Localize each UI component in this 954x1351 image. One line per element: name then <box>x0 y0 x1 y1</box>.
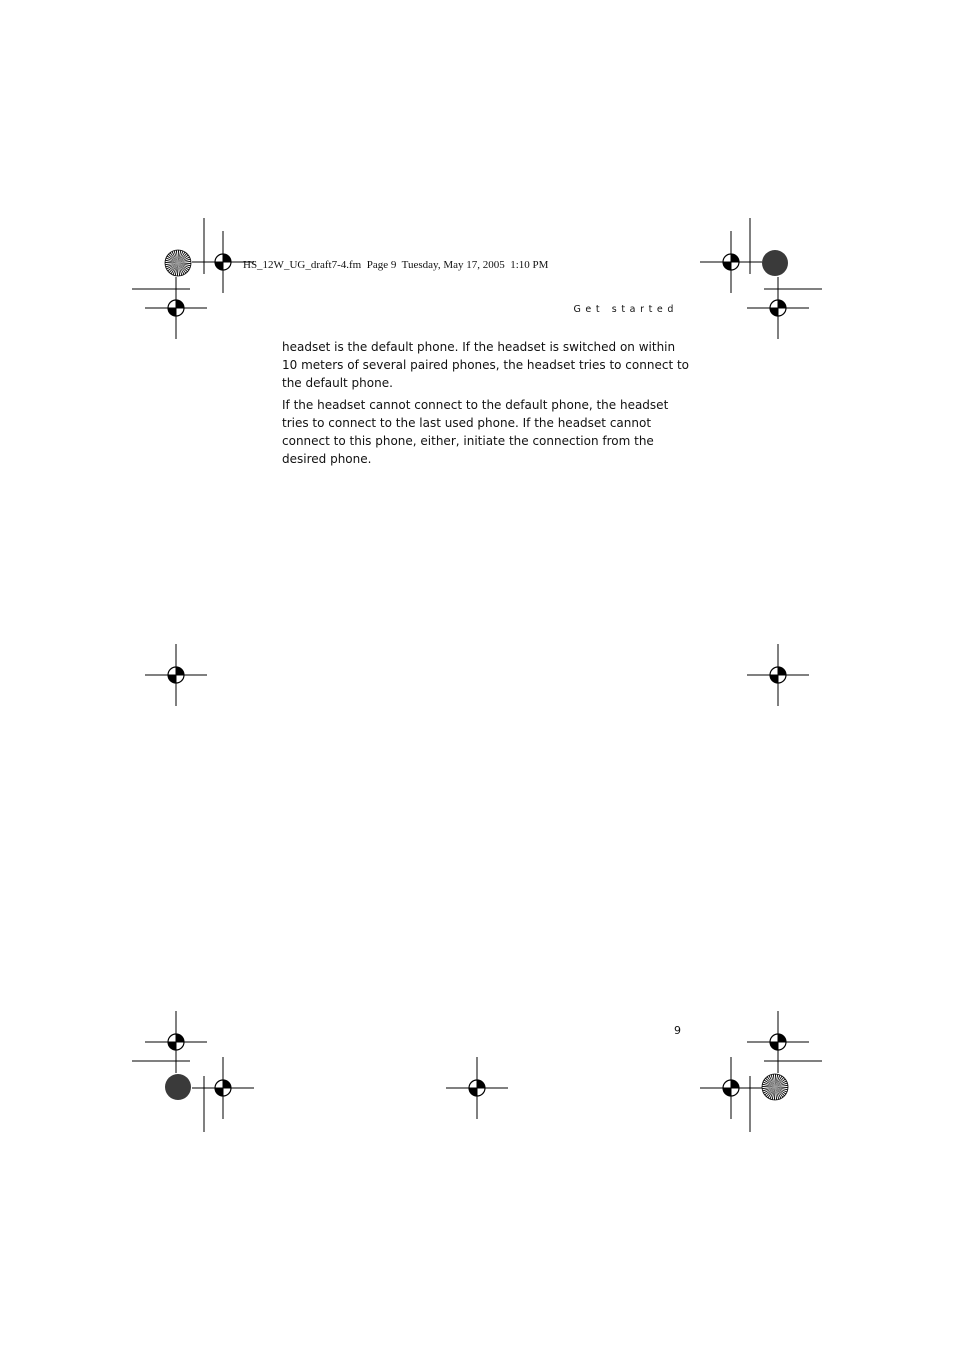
slug-line: HS_12W_UG_draft7-4.fm Page 9 Tuesday, May 17, 2005 1:10 PM <box>243 259 549 271</box>
registration-target-icon <box>446 1057 508 1119</box>
paragraph: headset is the default phone. If the headset is switched on within 10 meters of several paired phones, the headset tries to connect to the default phone. <box>282 340 690 390</box>
star-target-icon <box>165 250 191 276</box>
gray-patch-icon <box>762 250 788 276</box>
registration-target-icon <box>700 1057 762 1119</box>
paragraph: If the headset cannot connect to the default phone, the headset tries to connect to the last used phone. If the headset cannot connect to this phone, either, initiate the connection from the desired phone. <box>282 398 669 466</box>
registration-target-icon <box>700 231 762 293</box>
page-number: 9 <box>674 1024 681 1037</box>
registration-target-icon <box>145 277 207 339</box>
registration-target-icon <box>747 1011 809 1073</box>
body-text <box>282 338 692 472</box>
registration-target-icon <box>145 1011 207 1073</box>
star-target-icon <box>762 1074 788 1100</box>
registration-target-icon <box>192 1057 254 1119</box>
registration-target-icon <box>747 644 809 706</box>
registration-target-icon <box>747 277 809 339</box>
registration-target-icon <box>145 644 207 706</box>
running-head: Get started <box>573 304 678 315</box>
gray-patch-icon <box>165 1074 191 1100</box>
